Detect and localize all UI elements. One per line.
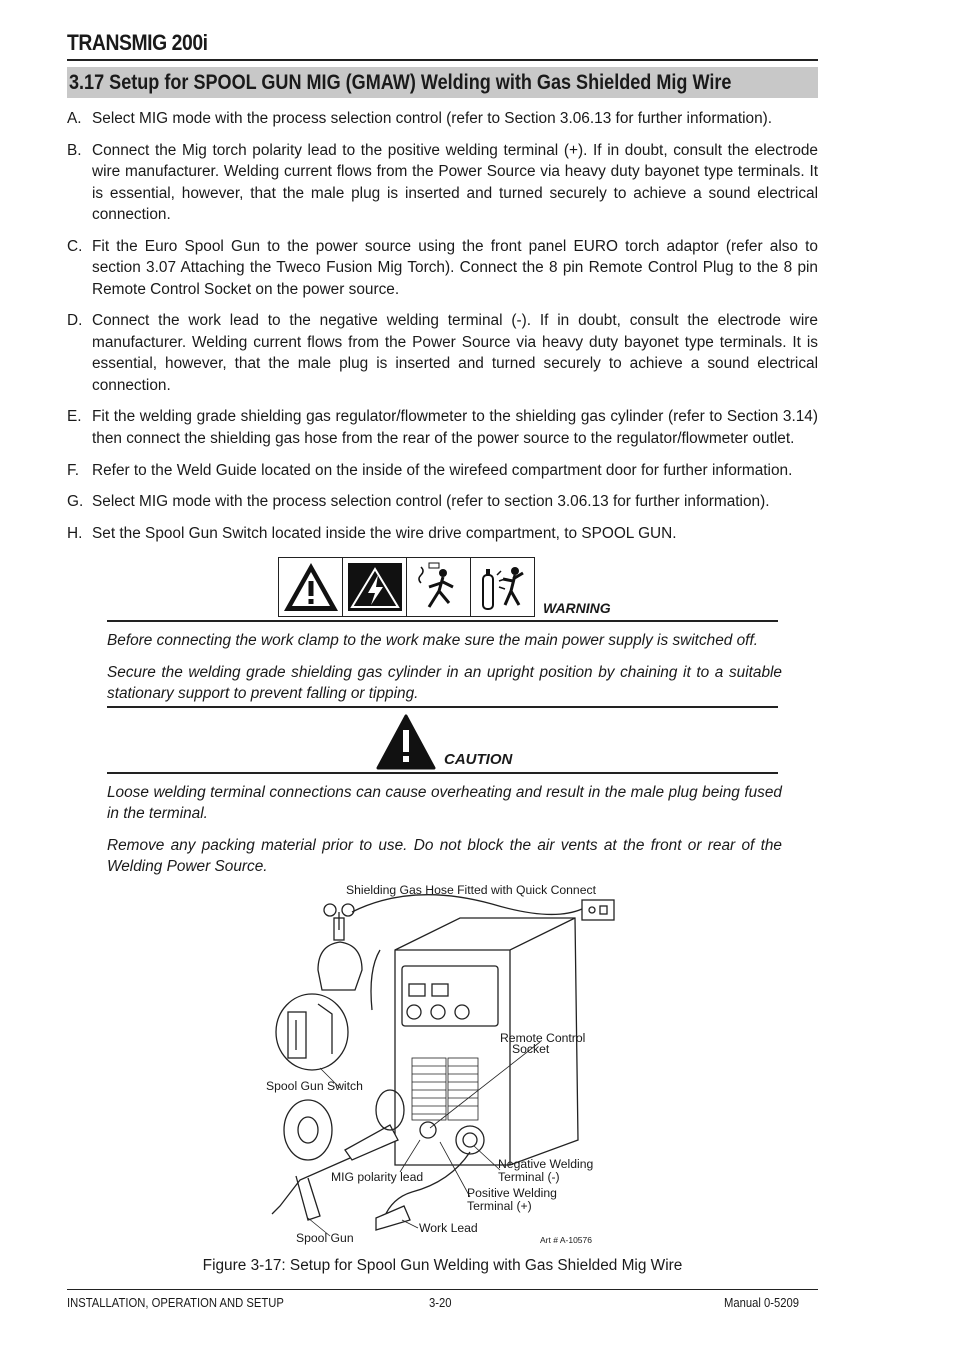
caution-top-rule [107,772,778,774]
step-text: Select MIG mode with the process selection control (refer to Section 3.06.13 for further information). [92,110,773,127]
callout-spool-switch: Spool Gun Switch [266,1079,363,1093]
callout-positive-line2: Terminal (+) [467,1199,532,1213]
step-e [67,406,818,449]
warning-bottom-rule [107,706,778,708]
callout-work-lead: Work Lead [419,1221,478,1235]
warning-icon-strip [278,557,535,617]
warning-label: WARNING [543,600,611,616]
step-text: Set the Spool Gun Switch located inside the wire drive compartment, to SPOOL GUN. [92,525,677,543]
caution-note: Remove any packing material prior to use. Do not block the air vents at the front or rear of the Welding Power Source. [107,837,782,876]
callout-negative-line2: Terminal (-) [498,1170,560,1184]
step-text: Refer to the Weld Guide located on the inside of the wirefeed compartment door for further information. [92,461,793,479]
step-text: Fit the welding grade shielding gas regulator/flowmeter to the shielding gas cylinder (refer to Section 3.14) then connect the shielding gas hose from the rear of the power source to the regulator/flowmeter outlet. [92,408,818,447]
step-letter: H. [67,525,83,543]
gas-cylinder-icon [471,558,534,616]
callout-positive-line1: Positive Welding [467,1186,557,1200]
setup-steps [67,108,818,555]
step-letter: C. [67,237,83,255]
callout-gas-hose: Shielding Gas Hose Fitted with Quick Connect [346,883,596,897]
section-heading: 3.17 Setup for SPOOL GUN MIG (GMAW) Welding with Gas Shielded Mig Wire [69,71,732,94]
electric-shock-icon [343,558,407,616]
welding-fumes-icon [407,558,471,616]
step-letter: F. [67,461,79,479]
caution-triangle-icon [376,714,436,770]
step-text: Connect the Mig torch polarity lead to the positive welding terminal (+). If in doubt, consult the electrode wire manufacturer. Welding current flows from the Power Source via heavy duty bayonet type terminals. It is essential, however, that the male plug is inserted and turned securely to achieve a sound electrical connection. [92,141,818,224]
footer-page-number: 3-20 [429,1296,452,1310]
art-number: Art # A-10576 [540,1235,592,1245]
callout-spool-gun: Spool Gun [296,1231,354,1245]
step-letter: E. [67,408,82,426]
callout-negative-line1: Negative Welding [498,1157,594,1171]
step-text: Fit the Euro Spool Gun to the power source using the front panel EURO torch adaptor (refer also to section 3.07 Attaching the Tweco Fusion Mig Torch). Connect the 8 pin Remote Control Plug to the 8 pin Remote Control Socket on the power source. [92,237,818,298]
step-text: Connect the work lead to the negative welding terminal (-). If in doubt, consult the electrode wire manufacturer. Welding current flows from the Power Source via heavy duty bayonet type terminals. It is essential, however, that the male plug is inserted and turned securely to achieve a sound electrical connection. [92,312,818,394]
warning-top-rule [107,620,778,622]
warning-triangle-icon [279,558,343,616]
step-letter: A. [67,110,82,127]
callout-remote-line2: Socket [512,1042,550,1056]
spool-gun-setup-illustration [260,880,630,1250]
step-h [67,523,818,544]
callout-remote-line1: Remote Control [500,1031,586,1045]
step-text: Select MIG mode with the process selection control (refer to section 3.06.13 for further information). [92,493,770,511]
footer-section: INSTALLATION, OPERATION AND SETUP [67,1296,284,1310]
section-heading-bar [67,67,818,98]
caution-note: Loose welding terminal connections can cause overheating and result in the male plug being fused in the terminal. [107,784,782,823]
title-rule [67,59,818,61]
step-g [67,491,818,512]
warning-note: Secure the welding grade shielding gas cylinder in an upright position by chaining it to a suitable stationary support to prevent falling or tipping. [107,664,782,703]
step-b [67,140,818,226]
step-f [67,460,818,481]
caution-label: CAUTION [444,751,513,768]
footer-rule [67,1289,818,1290]
step-d [67,310,818,396]
figure-caption: Figure 3-17: Setup for Spool Gun Welding with Gas Shielded Mig Wire [202,1257,683,1274]
step-letter: G. [67,493,84,511]
warning-note: Before connecting the work clamp to the work make sure the main power supply is switched off. [107,632,758,649]
step-c [67,236,818,300]
document-title: TRANSMIG 200i [67,30,208,55]
step-letter: D. [67,312,83,330]
step-a [67,108,818,129]
footer-manual-number: Manual 0-5209 [724,1296,800,1310]
callout-mig-lead: MIG polarity lead [331,1170,424,1184]
step-letter: B. [67,141,82,159]
